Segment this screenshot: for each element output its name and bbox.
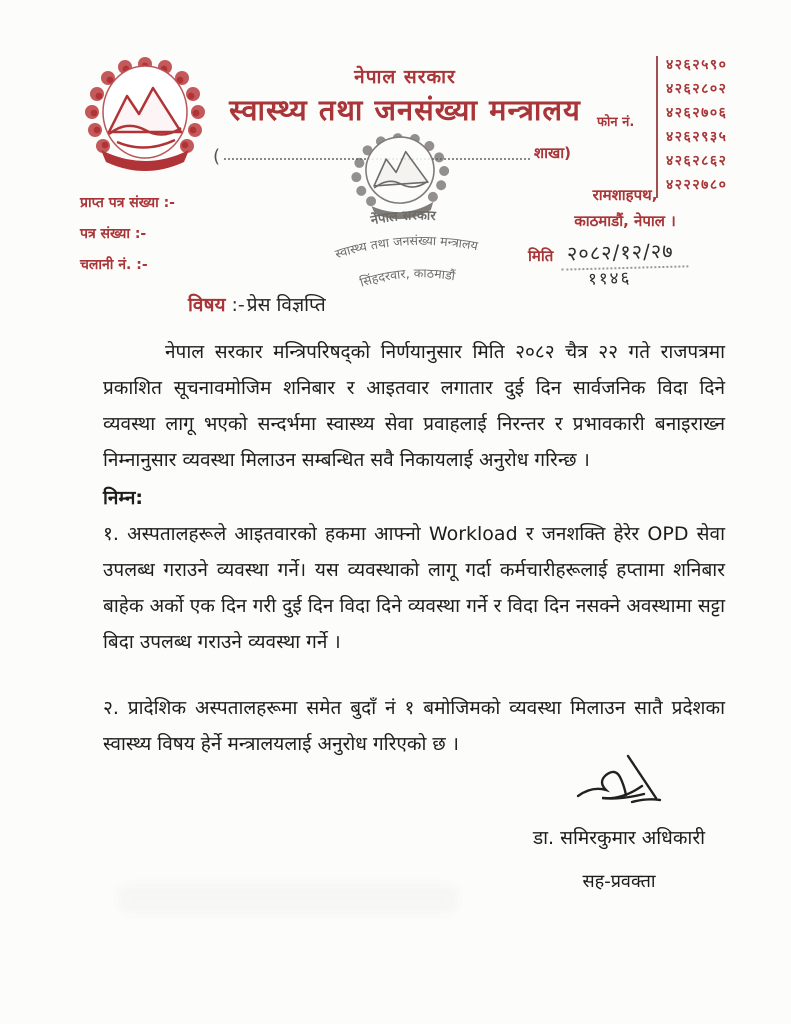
dispatch-no-label: चलानी नं. :- bbox=[80, 257, 148, 273]
point-2: २. प्रादेशिक अस्पतालहरूमा समेत बुदाँ नं १ बमोजिमको व्यवस्था मिलाउन सातै प्रदेशका स्वास्थ्य विषय हेर्ने मन्त्रालयलाई अनुरोध गरिएको छ । bbox=[103, 697, 725, 755]
address-line: काठमाडौं, नेपाल । bbox=[574, 212, 676, 230]
open-paren: ( bbox=[213, 146, 221, 167]
svg-text:सिंहदरवार, काठमाडौं bbox=[358, 262, 458, 290]
stamp-text-address: सिंहदरवार, काठमाडौं bbox=[358, 265, 457, 290]
phone-number: ४२६२८०२ bbox=[666, 81, 728, 97]
phone-number: ४२६२८६२ bbox=[666, 153, 728, 169]
ministry-ink-stamp bbox=[292, 119, 514, 308]
phone-number: ४२२२७८० bbox=[666, 177, 728, 193]
subject-text: प्रेस विज्ञप्ति bbox=[246, 294, 326, 316]
scan-bleedthrough-artifact bbox=[118, 884, 458, 914]
phone-number: ४२६२९३५ bbox=[666, 129, 728, 145]
date-row bbox=[528, 238, 688, 269]
phone-number-list bbox=[666, 53, 727, 197]
letter-body bbox=[103, 334, 725, 762]
signatory-title: सह-प्रवक्ता bbox=[582, 871, 656, 892]
opening-paragraph: नेपाल सरकार मन्त्रिपरिषद्को निर्णयानुसार मिति २०८२ चैत्र २२ गते राजपत्रमा प्रकाशित सूचनावमोजिम शनिबार र आइतवार लगातार दुई दिन सार्वजनिक विदा दिने व्यवस्था लागू भएको सन्दर्भमा स्वास्थ्य सेवा प्रवाहलाई निरन्तर र प्रभावकारी बनाइराख्न निम्नानुसार व्यवस्था मिलाउन सम्बन्धित सवै निकायलाई अनुरोध गरिन्छ । bbox=[103, 341, 725, 471]
list-heading: निम्न: bbox=[103, 487, 144, 509]
phone-number: ४२६२७०६ bbox=[666, 105, 728, 121]
signatory-block bbox=[483, 816, 755, 904]
nepal-coat-of-arms-icon bbox=[83, 56, 207, 186]
phone-number: ४२६२५९० bbox=[666, 57, 728, 73]
date-label: मिति bbox=[528, 247, 554, 265]
subject-separator: :- bbox=[231, 294, 245, 316]
address-line: रामशाहपथ, bbox=[592, 186, 658, 204]
handwritten-date: २०८२/१२/२७ bbox=[561, 236, 688, 270]
handwritten-dispatch-number: ११४६ bbox=[587, 268, 632, 290]
ministry-name: स्वास्थ्य तथा जनसंख्या मन्त्रालय bbox=[229, 93, 581, 127]
phone-label: फोन नं. bbox=[597, 115, 635, 130]
government-name: नेपाल सरकार bbox=[354, 66, 456, 88]
reference-numbers bbox=[80, 188, 175, 281]
signatory-name: डा. समिरकुमार अधिकारी bbox=[532, 827, 706, 849]
point-1: १. अस्पतालहरूले आइतवारको हकमा आफ्नो Workload र जनशक्ति हेरेर OPD सेवा उपलब्ध गराउने व्यवस्था गर्ने। यस व्यवस्थाको लागू गर्दा कर्मचारीहरूलाई हप्तामा शनिबार बाहेक अर्को एक दिन गरी दुई दिन विदा दिने व्यवस्था गर्ने र विदा दिन नसक्ने अवस्थामा सट्टा बिदा उपलब्ध गराउने व्यवस्था गर्ने । bbox=[103, 523, 725, 653]
phone-divider-line bbox=[656, 56, 658, 198]
subject-row bbox=[188, 291, 326, 317]
ministry-address bbox=[540, 182, 710, 234]
branch-label: शाखा) bbox=[533, 144, 571, 162]
svg-text:स्वास्थ्य तथा जनसंख्या मन्त्रा bbox=[333, 228, 481, 263]
stamp-text-ministry: स्वास्थ्य तथा जनसंख्या मन्त्रालय bbox=[333, 232, 480, 262]
letter-no-label: पत्र संख्या :- bbox=[80, 226, 147, 242]
handwritten-signature bbox=[572, 752, 677, 810]
stamp-text-government: नेपाल सरकार bbox=[369, 208, 437, 229]
subject-label: विषय bbox=[188, 294, 226, 316]
received-letter-no-label: प्राप्त पत्र संख्या :- bbox=[80, 195, 175, 211]
